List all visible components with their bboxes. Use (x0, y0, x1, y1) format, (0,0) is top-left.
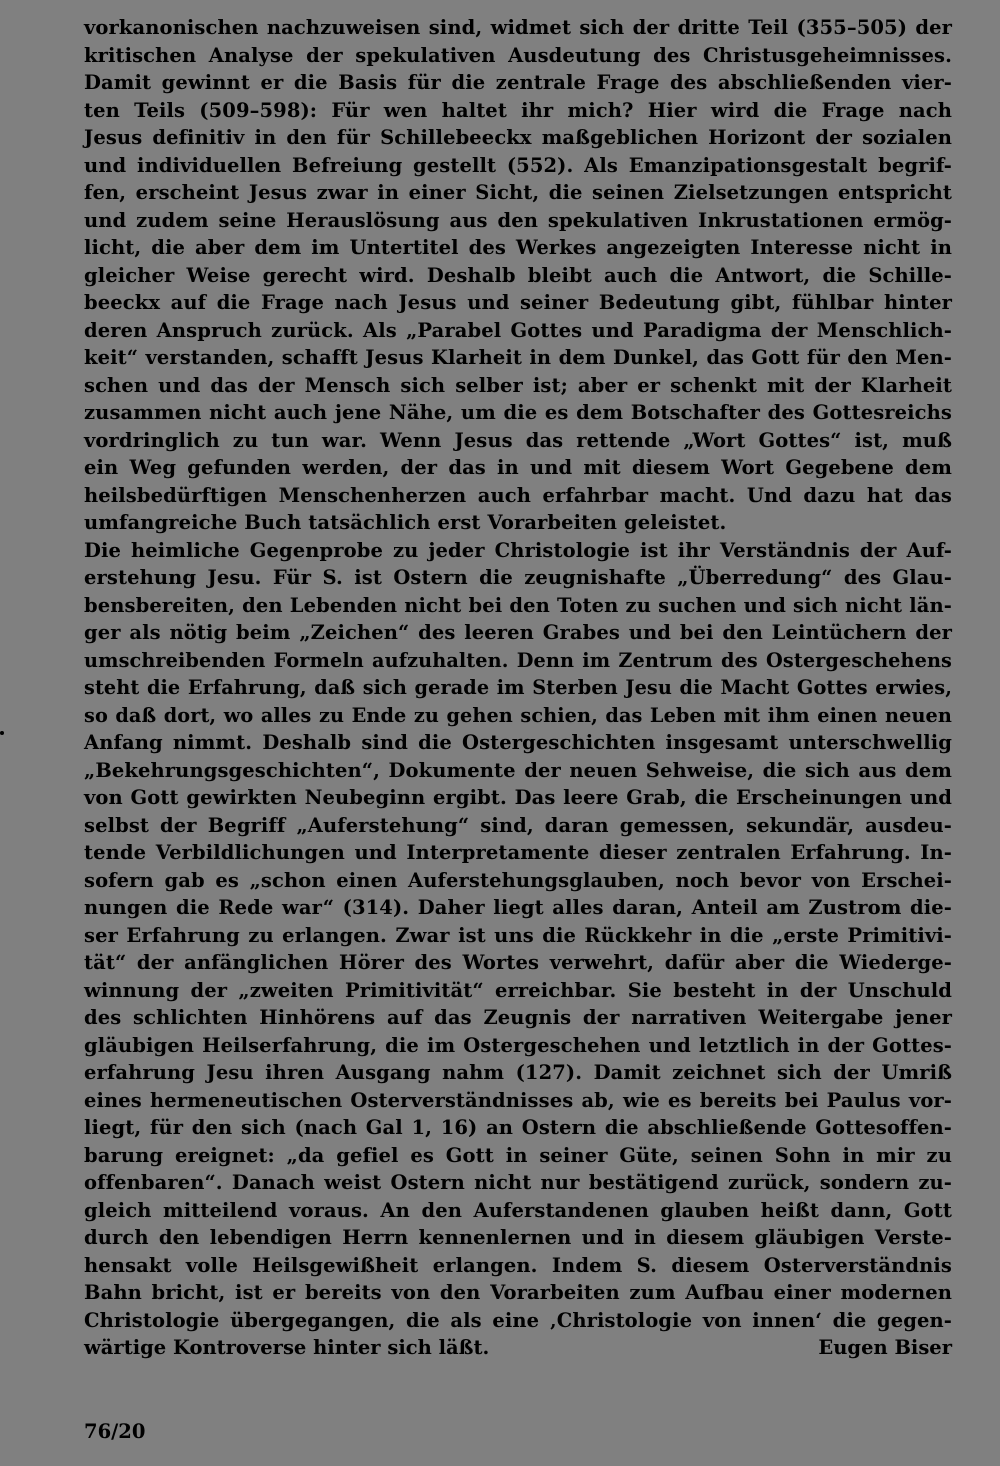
document-page (84, 14, 952, 1362)
text-line: und zudem seine Herauslösung aus den spekulativen Inkrustationen ermög- (84, 208, 952, 232)
text-line: erfahrung Jesu ihren Ausgang nahm (127). Damit zeichnet sich der Umriß (84, 1061, 952, 1084)
closing-line (84, 1334, 952, 1362)
text-line: bensbereiten, den Lebenden nicht bei den Toten zu suchen und sich nicht län- (84, 593, 952, 617)
text-line: und individuellen Befreiung gestellt (552). Als Emanzipationsgestalt begrif- (84, 153, 952, 177)
text-line: Bahn bricht, ist er bereits von den Vorarbeiten zum Aufbau einer modernen (84, 1281, 952, 1304)
text-line: deren Anspruch zurück. Als „Parabel Gottes und Paradigma der Menschlich- (84, 318, 952, 342)
text-line: gläubigen Heilserfahrung, die im Ostergeschehen und letztlich in der Gottes- (84, 1033, 952, 1057)
text-line: ser Erfahrung zu erlangen. Zwar ist uns die Rückkehr in die „erste Primitivi- (84, 923, 952, 947)
text-line: durch den lebendigen Herrn kennenlernen und in diesem gläubigen Verste- (84, 1226, 952, 1249)
text-line: tende Verbildlichungen und Interpretamente dieser zentralen Erfahrung. In- (84, 841, 952, 864)
text-line: von Gott gewirkten Neubeginn ergibt. Das leere Grab, die Erscheinungen und (84, 786, 952, 809)
author-signature: Eugen Biser (818, 1336, 952, 1359)
text-line: offenbaren“. Danach weist Ostern nicht nur bestätigend zurück, sondern zu- (84, 1171, 952, 1194)
text-line: selbst der Begriff „Auferstehung“ sind, daran gemessen, sekundär, ausdeu- (84, 813, 952, 837)
page-number: 76/20 (84, 1420, 146, 1443)
text-line: licht, die aber dem im Untertitel des Werkes angezeigten Interesse nicht in (84, 236, 952, 259)
text-line: zusammen nicht auch jene Nähe, um die es dem Botschafter des Gottesreichs (84, 401, 952, 424)
text-line: kritischen Analyse der spekulativen Ausdeutung des Christusgeheimnisses. (84, 43, 952, 67)
text-line: ten Teils (509–598): Für wen haltet ihr mich? Hier wird die Frage nach (84, 98, 952, 122)
text-line: winnung der „zweiten Primitivität“ erreichbar. Sie besteht in der Unschuld (84, 978, 952, 1002)
text-line: erstehung Jesu. Für S. ist Ostern die zeugnishafte „Überredung“ des Glau- (84, 566, 952, 589)
text-line: fen, erscheint Jesus zwar in einer Sicht, die seinen Zielsetzungen entspricht (84, 181, 952, 204)
margin-mark (0, 731, 4, 735)
text-line: umfangreiche Buch tatsächlich erst Vorarbeiten geleistet. (84, 511, 727, 534)
text-line: Anfang nimmt. Deshalb sind die Ostergeschichten insgesamt unterschwellig (84, 731, 952, 754)
final-text-line: wärtige Kontroverse hinter sich läßt. (84, 1336, 490, 1359)
text-line: Damit gewinnt er die Basis für die zentrale Frage des abschließenden vier- (84, 71, 952, 94)
review-text (84, 14, 952, 1334)
text-line: vorkanonischen nachzuweisen sind, widmet sich der dritte Teil (355–505) der (84, 16, 952, 39)
text-line: gleicher Weise gerecht wird. Deshalb bleibt auch die Antwort, die Schille- (84, 263, 952, 287)
text-line: nungen die Rede war“ (314). Daher liegt alles daran, Anteil am Zustrom die- (84, 896, 952, 919)
text-line: „Bekehrungsgeschichten“, Dokumente der neuen Sehweise, die sich aus dem (84, 758, 952, 782)
text-line: steht die Erfahrung, daß sich gerade im Sterben Jesu die Macht Gottes erwies, (84, 676, 952, 699)
text-line: hensakt volle Heilsgewißheit erlangen. Indem S. diesem Osterverständnis (84, 1253, 952, 1277)
text-line: gleich mitteilend voraus. An den Auferstandenen glauben heißt dann, Gott (84, 1198, 952, 1222)
text-line: Jesus definitiv in den für Schillebeeckx maßgeblichen Horizont der sozialen (84, 126, 952, 149)
text-line: beeckx auf die Frage nach Jesus und seiner Bedeutung gibt, fühlbar hinter (84, 291, 952, 314)
text-line: Christologie übergegangen, die als eine ‚Christologie von innen‘ die gegen- (84, 1308, 952, 1332)
text-line: barung ereignet: „da gefiel es Gott in seiner Güte, seinen Sohn in mir zu (84, 1143, 952, 1167)
text-line: so daß dort, wo alles zu Ende zu gehen schien, das Leben mit ihm einen neuen (84, 703, 952, 727)
text-line: liegt, für den sich (nach Gal 1, 16) an Ostern die abschließende Gottesoffen- (84, 1116, 952, 1139)
text-line: ein Weg gefunden werden, der das in und mit diesem Wort Gegebene dem (84, 456, 952, 479)
text-line: vordringlich zu tun war. Wenn Jesus das rettende „Wort Gottes“ ist, muß (84, 428, 952, 452)
text-line: umschreibenden Formeln aufzuhalten. Denn im Zentrum des Ostergeschehens (84, 648, 952, 672)
text-line: schen und das der Mensch sich selber ist; aber er schenkt mit der Klarheit (84, 373, 952, 397)
text-line: tät“ der anfänglichen Hörer des Wortes verwehrt, dafür aber die Wiederge- (84, 951, 952, 974)
text-line: Die heimliche Gegenprobe zu jeder Christologie ist ihr Verständnis der Auf- (84, 538, 952, 562)
paragraph-1 (84, 14, 952, 537)
text-line: des schlichten Hinhörens auf das Zeugnis der narrativen Weitergabe jener (84, 1006, 952, 1029)
text-line: eines hermeneutischen Osterverständnisses ab, wie es bereits bei Paulus vor- (84, 1088, 952, 1112)
text-line: keit“ verstanden, schafft Jesus Klarheit in dem Dunkel, das Gott für den Men- (84, 346, 952, 369)
text-line: ger als nötig beim „Zeichen“ des leeren Grabes und bei den Leintüchern der (84, 621, 952, 644)
paragraph-2 (84, 537, 952, 1335)
text-line: sofern gab es „schon einen Auferstehungsglauben, noch bevor von Erschei- (84, 868, 952, 892)
text-line: heilsbedürftigen Menschenherzen auch erfahrbar macht. Und dazu hat das (84, 483, 952, 507)
